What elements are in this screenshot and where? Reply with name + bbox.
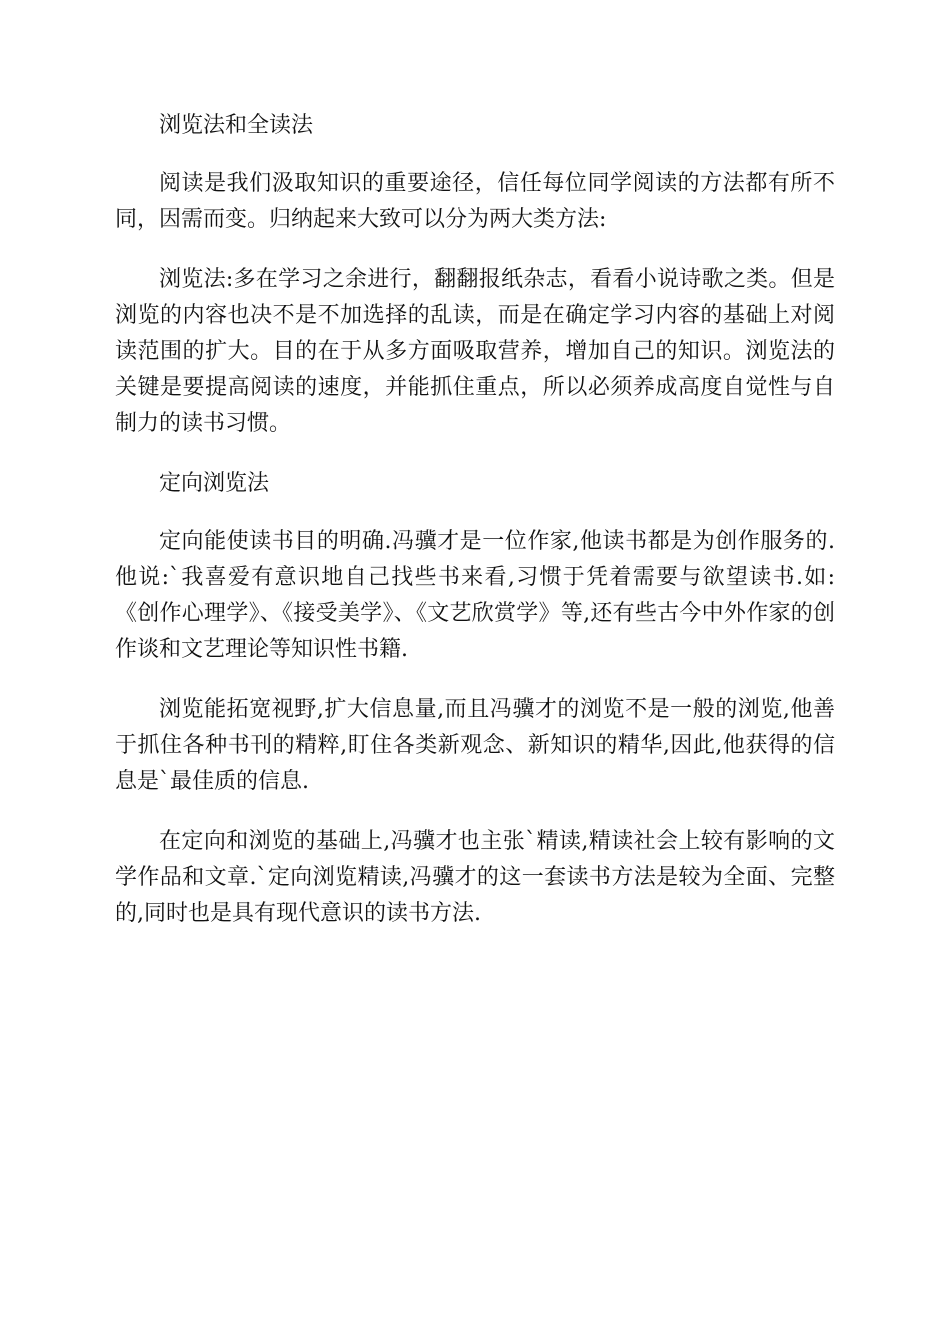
intensive-reading-paragraph: 在定向和浏览的基础上,冯骥才也主张`精读,精读社会上较有影响的文学作品和文章.`定向浏览精读,冯骥才的这一套读书方法是较为全面、完整的,同时也是具有现代意识的读书方法. (115, 829, 835, 926)
browse-method-paragraph: 浏览法:多在学习之余进行，翻翻报纸杂志，看看小说诗歌之类。但是浏览的内容也决不是不加选择的乱读，而是在确定学习内容的基础上对阅读范围的扩大。目的在于从多方面吸取营养，增加自己的知识。浏览法的关键是要提高阅读的速度，并能抓住重点，所以必须养成高度自觉性与自制力的读书习惯。 (115, 267, 835, 436)
directed-reading-paragraph: 定向能使读书目的明确.冯骥才是一位作家,他读书都是为创作服务的.他说:`我喜爱有意识地自己找些书来看,习惯于凭着需要与欲望读书.如:《创作心理学》、《接受美学》、《文艺欣赏学》等,还有些古今中外作家的创作谈和文艺理论等知识性书籍. (115, 529, 835, 662)
section-heading: 浏览法和全读法 (159, 113, 314, 138)
intro-paragraph: 阅读是我们汲取知识的重要途径，信任每位同学阅读的方法都有所不同，因需而变。归纳起来大致可以分为两大类方法: (115, 171, 835, 232)
browsing-benefit-paragraph: 浏览能拓宽视野,扩大信息量,而且冯骥才的浏览不是一般的浏览,他善于抓住各种书刊的精粹,盯住各类新观念、新知识的精华,因此,他获得的信息是`最佳质的信息. (115, 697, 835, 794)
subsection-heading: 定向浏览法 (159, 471, 270, 496)
document-page (115, 108, 835, 956)
